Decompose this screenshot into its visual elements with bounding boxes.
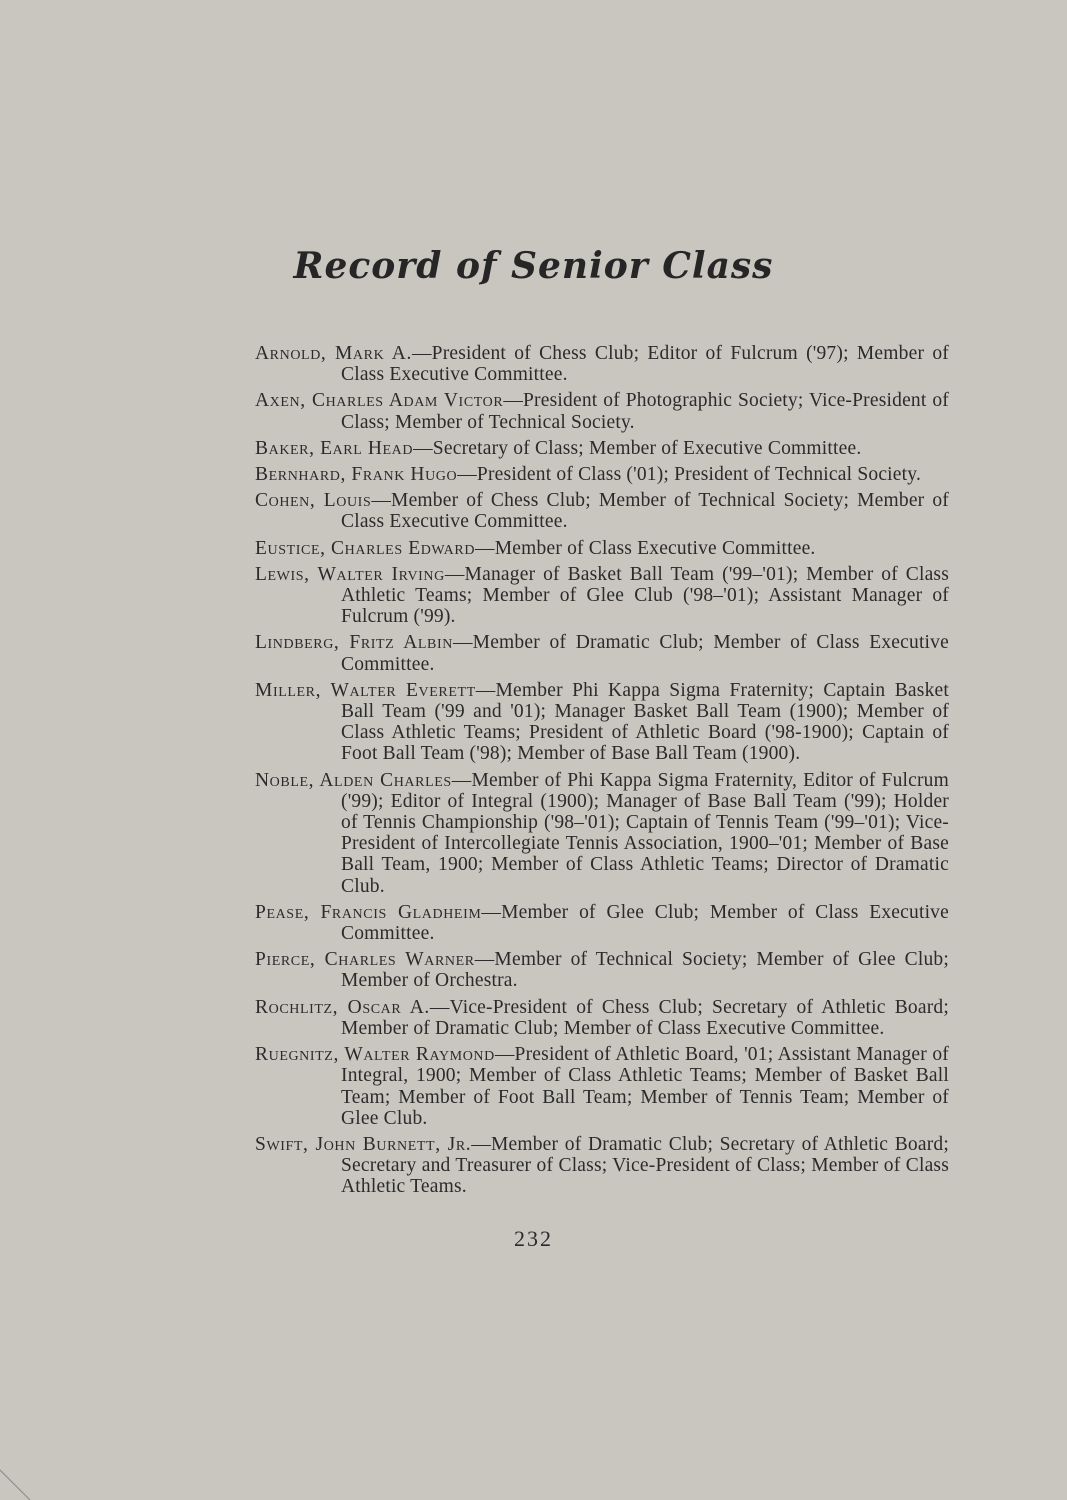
record-entry (255, 680, 949, 765)
entry-name: Eustice, Charles Edward (255, 537, 476, 559)
record-entry (255, 997, 949, 1039)
entry-name: Rochlitz, Oscar A. (255, 996, 430, 1018)
entry-text: —President of Chess Club; Editor of Fulcrum ('97); Member of Class Executive Committee. (341, 343, 949, 386)
entry-name: Arnold, Mark A. (255, 343, 412, 364)
entry-text: —Secretary of Class; Member of Executive Committee. (413, 437, 862, 459)
entry-name: Cohen, Louis (255, 490, 372, 512)
entry-name: Bernhard, Frank Hugo (255, 464, 458, 486)
entry-name: Baker, Earl Head (255, 437, 414, 459)
entry-text: —Member of Technical Society; Member of Glee Club; Member of Orchestra. (341, 949, 949, 992)
entry-text: —Member of Glee Club; Member of Class Executive Committee. (341, 901, 949, 945)
entry-text: —Member of Class Executive Committee. (475, 537, 816, 559)
record-entry (255, 949, 949, 991)
entry-name: Lindberg, Fritz Albin (255, 632, 453, 654)
entry-text: —Vice-President of Chess Club; Secretary of Athletic Board; Member of Dramatic Club; Member of Class Executive Committee. (341, 996, 950, 1039)
entry-text: —Member of Dramatic Club; Secretary of Athletic Board; Secretary and Treasurer of Class; Vice-President of Class; Member of Class Athletic Teams. (341, 1133, 949, 1198)
entry-text: —President of Photographic Society; Vice-President of Class; Member of Technical Society. (341, 390, 949, 433)
entry-name: Axen, Charles Adam Victor (255, 390, 504, 412)
record-entry (255, 538, 949, 559)
record-entry (255, 490, 949, 532)
record-entry (255, 438, 949, 459)
record-entry (255, 1134, 949, 1198)
entry-text: —Member Phi Kappa Sigma Fraternity; Captain Basket Ball Team ('99 and '01); Manager Basket Ball Team (1900); Member of Class Athletic Teams; President of Athletic Board ('98-1900); Captain of Foot Ball Team ('98); Member of Base Ball Team (1900). (341, 679, 949, 765)
entry-name: Pierce, Charles Warner (255, 949, 475, 971)
entry-name: Miller, Walter Everett (255, 679, 476, 701)
record-entry (255, 390, 949, 432)
page-title: Record of Senior Class (293, 245, 774, 287)
senior-class-record-list (255, 343, 949, 1203)
entry-name: Ruegnitz, Walter Raymond (255, 1044, 495, 1066)
entry-text: —President of Class ('01); President of Technical Society. (457, 464, 922, 486)
entry-name: Swift, John Burnett, Jr. (255, 1133, 472, 1155)
entry-text: —Manager of Basket Ball Team ('99–'01); Member of Class Athletic Teams; Member of Glee Club ('98–'01); Assistant Manager of Fulcrum ('99). (341, 563, 949, 628)
record-entry (255, 770, 949, 897)
page-number: 232 (514, 1226, 553, 1251)
entry-name: Pease, Francis Gladheim (255, 901, 482, 923)
record-entry (255, 564, 949, 628)
record-entry (255, 1044, 949, 1129)
entry-name: Noble, Alden Charles (255, 769, 452, 791)
entry-text: —President of Athletic Board, '01; Assistant Manager of Integral, 1900; Member of Class Athletic Teams; Member of Basket Ball Team; Member of Foot Ball Team; Member of Tennis Team; Member of Glee Club. (341, 1044, 949, 1129)
record-entry (255, 343, 949, 385)
record-entry (255, 632, 949, 674)
entry-text: —Member of Dramatic Club; Member of Class Executive Committee. (341, 632, 949, 675)
page-corner-fold-mark (0, 1460, 40, 1500)
record-entry (255, 902, 949, 944)
entry-name: Lewis, Walter Irving (255, 563, 445, 585)
entry-text: —Member of Phi Kappa Sigma Fraternity, Editor of Fulcrum ('99); Editor of Integral (1900); Manager of Base Ball Team ('99); Holder of Tennis Championship ('98–'01); Captain of Tennis Team ('99–'01); Vice-President of Intercollegiate Tennis Association, 1900–'01; Member of Base Ball Team, 1900; Member of Class Athletic Teams; Director of Dramatic Club. (341, 769, 950, 897)
entry-text: —Member of Chess Club; Member of Technical Society; Member of Class Executive Committee. (341, 490, 950, 533)
record-entry (255, 464, 949, 485)
